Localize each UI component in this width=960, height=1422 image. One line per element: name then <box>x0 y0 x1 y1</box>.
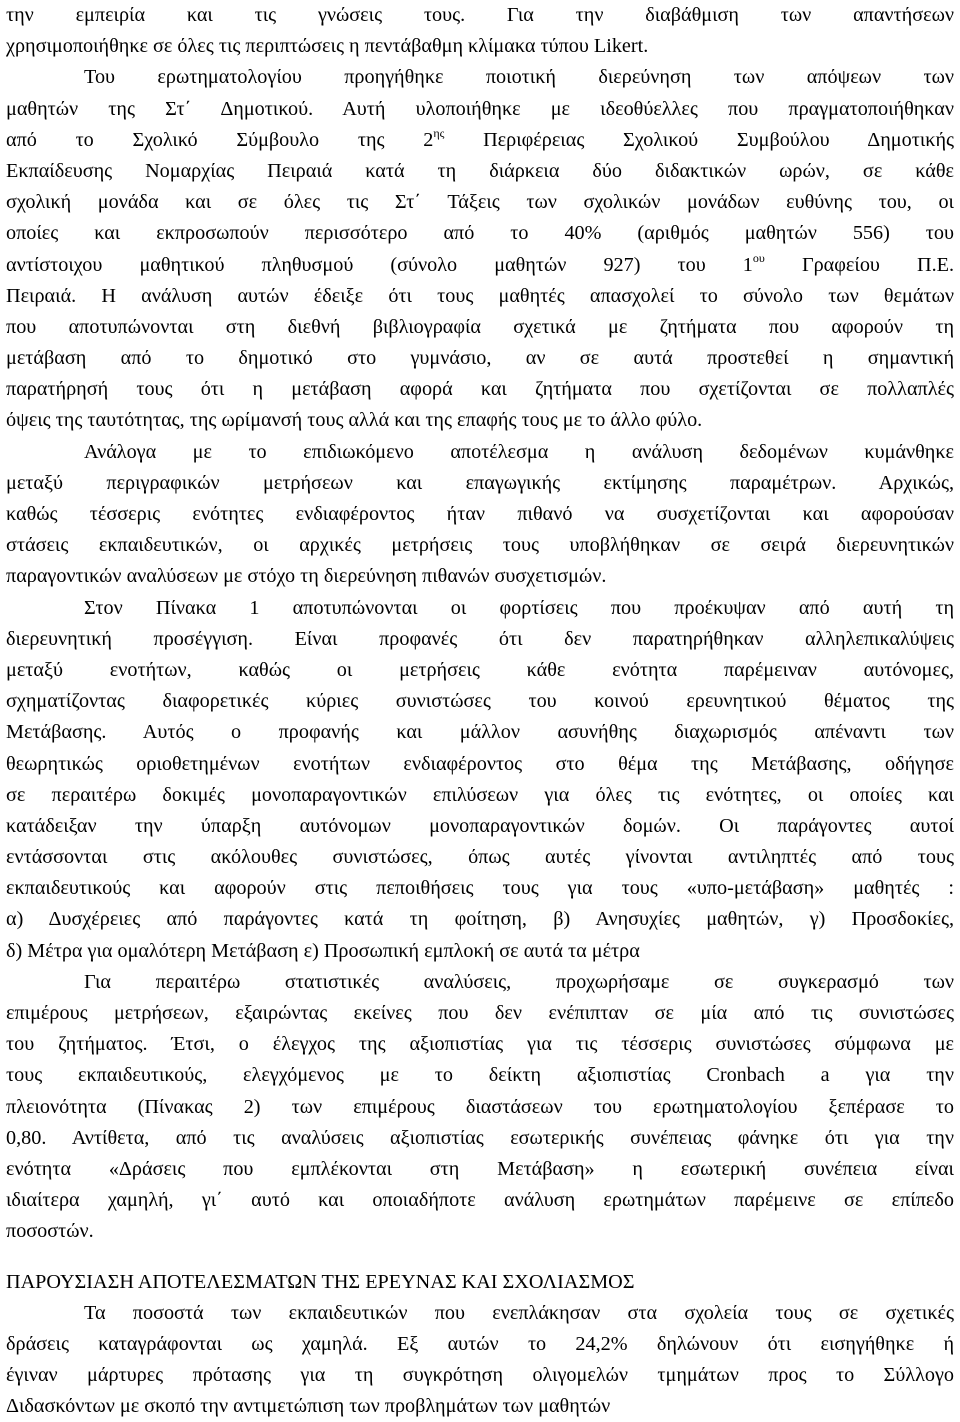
text-line: ιδιαίτερα χαμηλή, γι΄ αυτό και οποιαδήποτε ανάλυση ερωτημάτων παρέμεινε σε επίπεδο <box>6 1189 954 1212</box>
text-line: όψεις της ταυτότητας, της ωρίμανσή τους αλλά και της επαφής τους με το άλλο φύλο. <box>6 409 703 432</box>
text-line: Εκπαίδευσης Νομαρχίας Πειραιά κατά τη διάρκεια δύο διδακτικών ωρών, σε κάθε <box>6 159 954 182</box>
text-line: 0,80. Αντίθετα, από τις αναλύσεις αξιοπιστίας εσωτερικής συνέπειας φάνηκε ότι για την <box>6 1126 954 1149</box>
paragraph-6 <box>6 1298 954 1422</box>
text-fragment: αντίστοιχου μαθητικού πληθυσμού (σύνολο μαθητών 927) του 1 <box>6 253 753 276</box>
text-line: Πειραιά. Η ανάλυση αυτών έδειξε ότι τους μαθητές απασχολεί το σύνολο των θεμάτων <box>6 284 954 307</box>
text-line: Ανάλογα με το επιδιωκόμενο αποτέλεσμα η ανάλυση δεδομένων κυμάνθηκε <box>84 440 954 463</box>
text-line: α) Δυσχέρειες από παράγοντες κατά τη φοίτηση, β) Ανησυχίες μαθητών, γ) Προσδοκίες, <box>6 908 954 931</box>
text-line: δράσεις καταγράφονται ως χαμηλά. Εξ αυτών το 24,2% δηλώνουν ότι εισηγήθηκε ή <box>6 1332 954 1355</box>
text-line: παρατήρησή τους ότι η μετάβαση αφορά και ζητήματα που σχετίζονται σε πολλαπλές <box>6 378 954 401</box>
text-line: παραγοντικών αναλύσεων με στόχο τη διερεύνηση πιθανών συσχετισμών. <box>6 565 607 588</box>
paragraph-5 <box>6 967 954 1248</box>
text-line: τους εκπαιδευτικούς, ελεγχόμενος με το δείκτη αξιοπιστίας Cronbach a για την <box>6 1064 954 1087</box>
text-line: θεωρητικώς οριοθετημένων ενοτήτων ενδιαφέροντος στο θέμα της Μετάβασης, οδήγησε <box>6 752 954 775</box>
text-line: πλειονότητα (Πίνακας 2) των επιμέρους διαστάσεων του ερωτηματολογίου ξεπέρασε το <box>6 1095 954 1118</box>
text-line: χρησιμοποιήθηκε σε όλες τις περιπτώσεις η πεντάβαθμη κλίμακα τύπου Likert. <box>6 35 649 58</box>
text-line: δ) Μέτρα για ομαλότερη Μετάβαση ε) Προσωπική εμπλοκή σε αυτά τα μέτρα <box>6 939 640 962</box>
text-line: Του ερωτηματολογίου προηγήθηκε ποιοτική διερεύνηση των απόψεων των <box>84 66 954 89</box>
ordinal-superscript: ης <box>433 126 445 141</box>
text-line: σχολική μονάδα και σε όλες τις Στ΄ Τάξεις των σχολικών μονάδων ευθύνης του, οι <box>6 191 954 214</box>
text-line: μεταξύ ενοτήτων, καθώς οι μετρήσεις κάθε ενότητα παρέμειναν αυτόνομες, <box>6 658 954 681</box>
section-gap <box>6 1248 954 1267</box>
text-line: έγιναν μάρτυρες πρότασης για τη συγκρότηση ολιγομελών τμημάτων προς το Σύλλογο <box>6 1364 954 1387</box>
text-line: καθώς τέσσερις ενότητες ενδιαφέροντος ήταν πιθανό να συσχετίζονται και αφορούσαν <box>6 503 954 525</box>
text-line: στάσεις εκπαιδευτικών, οι αρχικές μετρήσεις τους υποβλήθηκαν σε σειρά διερευνητικών <box>6 534 954 557</box>
text-line: οποίες και εκπροσωπούν περισσότερο από το 40% (αριθμός μαθητών 556) του <box>6 222 954 245</box>
text-line <box>6 125 954 156</box>
text-line: Τα ποσοστά των εκπαιδευτικών που ενεπλάκησαν στα σχολεία τους σε σχετικές <box>84 1301 954 1324</box>
text-line: την εμπειρία και τις γνώσεις τους. Για την διαβάθμιση των απαντήσεων <box>6 4 954 26</box>
paragraph-4 <box>6 593 954 967</box>
paragraph-1 <box>6 0 954 62</box>
text-line: εντάσσονται στις ακόλουθες συνιστώσες, όπως αυτές γίνονται αντιληπτές από τους <box>6 846 954 869</box>
paragraph-2 <box>6 62 954 436</box>
text-line: Στον Πίνακα 1 αποτυπώνονται οι φορτίσεις που προέκυψαν από αυτή τη <box>84 596 954 619</box>
text-line: διερευνητική προσέγγιση. Είναι προφανές ότι δεν παρατηρήθηκαν αλληλεπικαλύψεις <box>6 627 954 650</box>
text-line: Διδασκόντων με σκοπό την αντιμετώπιση των προβλημάτων των μαθητών <box>6 1395 611 1418</box>
text-line: μαθητών της Στ΄ Δημοτικού. Αυτή υλοποιήθηκε με ιδεοθύελλες που πραγματοποιήθηκαν <box>6 97 954 120</box>
text-line: εκπαιδευτικούς και αφορούν στις πεποιθήσεις τους για τους «υπο-μετάβαση» μαθητές : <box>6 877 954 900</box>
text-line <box>6 250 954 281</box>
document-page <box>6 0 954 1422</box>
paragraph-3 <box>6 437 954 593</box>
text-line: Για περαιτέρω στατιστικές αναλύσεις, προχωρήσαμε σε συγκερασμό των <box>84 970 954 993</box>
text-line: μετάβαση από το δημοτικό στο γυμνάσιο, αν σε αυτά προστεθεί η σημαντική <box>6 347 954 370</box>
text-line: ενότητα «Δράσεις που εμπλέκονται στη Μετάβαση» η εσωτερική συνέπεια είναι <box>6 1157 954 1180</box>
text-line: μεταξύ περιγραφικών μετρήσεων και επαγωγικής εκτίμησης παραμέτρων. Αρχικώς, <box>6 471 954 494</box>
text-fragment: από το Σχολικό Σύμβουλο της 2 <box>6 128 434 151</box>
text-line: επιμέρους μετρήσεων, εξαιρώντας εκείνες που δεν ενέπιπταν σε μία από τις συνιστώσες <box>6 1002 954 1024</box>
text-line: ποσοστών. <box>6 1220 94 1243</box>
text-fragment: Γραφείου Π.Ε. <box>764 253 954 276</box>
section-heading: ΠΑΡΟΥΣΙΑΣΗ ΑΠΟΤΕΛΕΣΜΑΤΩΝ ΤΗΣ ΕΡΕΥΝΑΣ ΚΑΙ ΣΧΟΛΙΑΣΜΟΣ <box>6 1270 635 1293</box>
text-fragment: Περιφέρειας Σχολικού Συμβούλου Δημοτικής <box>444 128 954 151</box>
text-line: σε περαιτέρω δοκιμές μονοπαραγοντικών επιλύσεων για όλες τις ενότητες, οι οποίες και <box>6 783 954 806</box>
ordinal-superscript: ου <box>752 250 765 265</box>
text-line: που αποτυπώνονται στη διεθνή βιβλιογραφία σχετικά με ζητήματα που αφορούν τη <box>6 315 954 338</box>
text-line: κατάδειξαν την ύπαρξη αυτόνομων μονοπαραγοντικών δομών. Οι παράγοντες αυτοί <box>6 814 954 837</box>
text-line: Μετάβασης. Αυτός ο προφανής και μάλλον ασυνήθης διαχωρισμός απέναντι των <box>6 721 954 744</box>
text-line: σχηματίζοντας διαφορετικές κύριες συνιστώσες του κοινού ερευνητικού θέματος της <box>6 690 954 713</box>
text-line: του ζητήματος. Έτσι, ο έλεγχος της αξιοπιστίας για τις τέσσερις συνιστώσες σύμφωνα με <box>6 1033 954 1056</box>
